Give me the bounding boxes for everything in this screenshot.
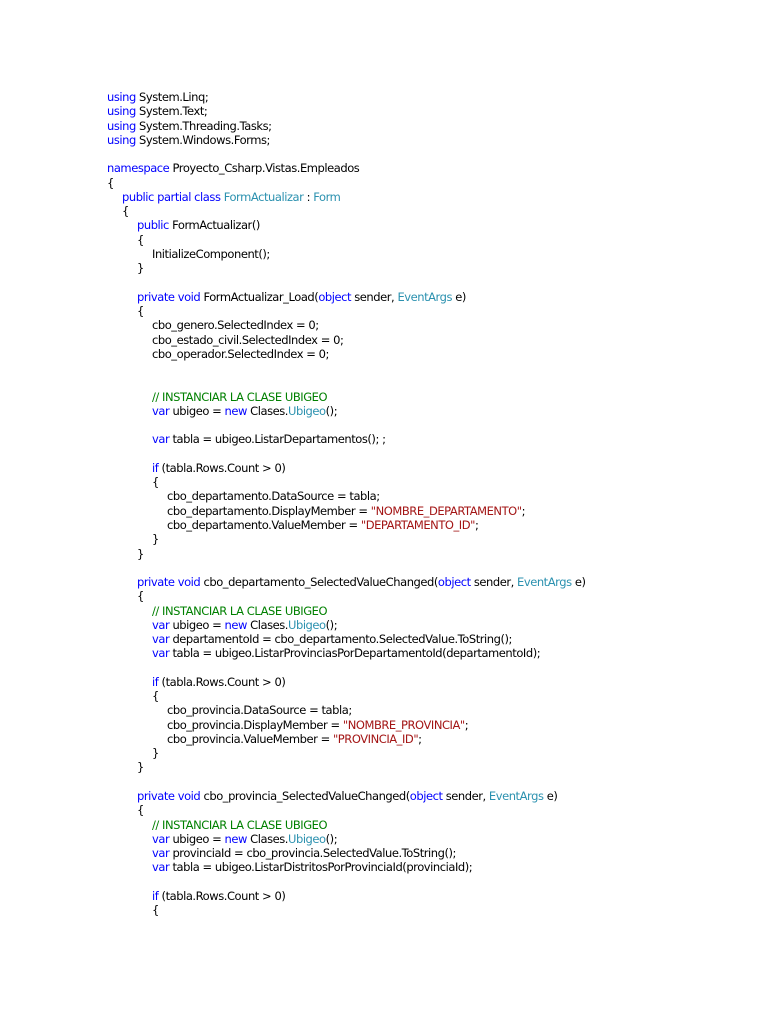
- code-line: [107, 133, 586, 147]
- code-line: [107, 333, 586, 347]
- code-line: [107, 104, 586, 118]
- code-type: Ubigeo: [288, 831, 326, 846]
- code-text: Clases.: [246, 831, 288, 846]
- code-type: EventArgs: [488, 789, 544, 804]
- code-line: [107, 903, 586, 917]
- code-keyword: if: [152, 460, 159, 475]
- code-line: [107, 375, 586, 389]
- code-type: FormActualizar: [223, 189, 304, 204]
- code-text: {: [137, 303, 144, 318]
- code-type: EventArgs: [517, 575, 572, 590]
- code-text: {: [137, 589, 144, 604]
- code-text: ;: [418, 731, 422, 746]
- code-line: [107, 632, 586, 646]
- code-text: InitializeComponent();: [152, 246, 270, 261]
- code-line: [107, 618, 586, 632]
- code-line: [107, 518, 586, 532]
- code-text: e): [571, 575, 586, 590]
- code-text: }: [137, 760, 144, 775]
- code-line: [107, 575, 586, 589]
- code-line: [107, 832, 586, 846]
- code-keyword: public partial class: [122, 189, 221, 204]
- code-line: [107, 604, 586, 618]
- code-text: cbo_provincia_SelectedValueChanged(: [200, 789, 410, 804]
- code-line: [107, 875, 586, 889]
- code-line: [107, 661, 586, 675]
- code-line: [107, 275, 586, 289]
- code-line: [107, 447, 586, 461]
- code-text: tabla = ubigeo.ListarDepartamentos(); ;: [169, 432, 386, 447]
- code-line: [107, 461, 586, 475]
- code-text: departamentoId = cbo_departamento.SelectedValue.ToString();: [169, 632, 512, 647]
- code-line: [107, 432, 586, 446]
- code-text: {: [152, 475, 159, 490]
- code-line: [107, 261, 586, 275]
- code-comment: // INSTANCIAR LA CLASE UBIGEO: [152, 389, 328, 404]
- code-text: ubigeo =: [169, 617, 225, 632]
- code-text: System.Threading.Tasks;: [135, 118, 272, 133]
- code-keyword: object: [318, 289, 352, 304]
- code-text: :: [303, 189, 314, 204]
- code-text: }: [137, 261, 144, 276]
- code-keyword: using: [107, 104, 136, 119]
- code-block: [107, 90, 586, 917]
- code-text: }: [137, 546, 144, 561]
- code-line: [107, 703, 586, 717]
- code-line: [107, 746, 586, 760]
- code-line: [107, 147, 586, 161]
- code-line: [107, 233, 586, 247]
- code-line: [107, 846, 586, 860]
- code-text: {: [137, 232, 144, 247]
- code-text: ;: [464, 717, 469, 732]
- code-line: [107, 860, 586, 874]
- code-line: [107, 689, 586, 703]
- code-text: cbo_departamento.DisplayMember =: [167, 503, 371, 518]
- code-keyword: using: [107, 118, 136, 133]
- code-text: System.Linq;: [135, 90, 209, 104]
- code-text: cbo_departamento_SelectedValueChanged(: [200, 575, 438, 590]
- code-text: cbo_departamento.DataSource = tabla;: [167, 489, 380, 504]
- code-line: [107, 161, 586, 175]
- code-text: e): [543, 789, 558, 804]
- code-keyword: private void: [137, 289, 201, 304]
- code-text: {: [137, 803, 144, 818]
- code-type: EventArgs: [397, 289, 453, 304]
- code-text: {: [152, 689, 159, 704]
- code-text: cbo_provincia.DisplayMember =: [167, 717, 343, 732]
- code-keyword: var: [152, 646, 170, 661]
- code-line: [107, 675, 586, 689]
- code-line: [107, 176, 586, 190]
- code-line: [107, 475, 586, 489]
- code-line: [107, 347, 586, 361]
- code-text: sender,: [442, 789, 489, 804]
- code-keyword: object: [437, 575, 471, 590]
- code-line: [107, 589, 586, 603]
- code-line: [107, 489, 586, 503]
- code-line: [107, 803, 586, 817]
- code-line: [107, 760, 586, 774]
- code-text: cbo_operador.SelectedIndex = 0;: [152, 346, 329, 361]
- code-line: [107, 547, 586, 561]
- code-text: provinciaId = cbo_provincia.SelectedValue.ToString();: [169, 846, 456, 861]
- code-text: ();: [325, 617, 338, 632]
- code-text: Proyecto_Csharp.Vistas.Empleados: [169, 161, 360, 176]
- code-line: [107, 775, 586, 789]
- code-line: [107, 789, 586, 803]
- code-string: "DEPARTAMENTO_ID": [360, 517, 475, 532]
- code-text: (tabla.Rows.Count > 0): [158, 888, 286, 903]
- code-line: [107, 818, 586, 832]
- code-keyword: var: [152, 617, 170, 632]
- code-text: ubigeo =: [169, 831, 225, 846]
- code-text: (tabla.Rows.Count > 0): [158, 674, 286, 689]
- code-line: [107, 418, 586, 432]
- code-line: [107, 646, 586, 660]
- code-keyword: if: [152, 674, 159, 689]
- code-text: ();: [325, 831, 338, 846]
- code-type: Ubigeo: [288, 617, 326, 632]
- code-text: Clases.: [246, 617, 288, 632]
- code-keyword: var: [152, 432, 170, 447]
- code-keyword: var: [152, 860, 170, 875]
- code-line: [107, 732, 586, 746]
- code-text: sender,: [470, 575, 518, 590]
- code-text: ;: [475, 517, 479, 532]
- code-line: [107, 504, 586, 518]
- code-keyword: var: [152, 403, 170, 418]
- code-line: [107, 304, 586, 318]
- code-line: [107, 218, 586, 232]
- code-string: "NOMBRE_DEPARTAMENTO": [370, 503, 522, 518]
- code-string: "NOMBRE_PROVINCIA": [342, 717, 465, 732]
- code-text: {: [122, 204, 129, 219]
- code-keyword: var: [152, 632, 170, 647]
- code-text: cbo_estado_civil.SelectedIndex = 0;: [152, 332, 344, 347]
- code-text: }: [152, 532, 159, 547]
- code-text: tabla = ubigeo.ListarProvinciasPorDepartamentoId(departamentoId);: [169, 646, 541, 661]
- code-keyword: new: [224, 831, 247, 846]
- code-keyword: new: [224, 617, 247, 632]
- code-line: [107, 718, 586, 732]
- code-text: ();: [325, 403, 338, 418]
- code-text: ;: [521, 503, 526, 518]
- code-string: "PROVINCIA_ID": [332, 731, 419, 746]
- code-keyword: var: [152, 831, 170, 846]
- code-text: System.Text;: [135, 104, 208, 119]
- code-line: [107, 532, 586, 546]
- code-line: [107, 390, 586, 404]
- code-text: {: [107, 175, 114, 190]
- code-keyword: using: [107, 90, 136, 104]
- code-line: [107, 290, 586, 304]
- code-text: ubigeo =: [169, 403, 225, 418]
- code-text: sender,: [351, 289, 398, 304]
- code-line: [107, 204, 586, 218]
- code-comment: // INSTANCIAR LA CLASE UBIGEO: [152, 603, 328, 618]
- code-text: FormActualizar(): [168, 218, 260, 233]
- code-type: Ubigeo: [288, 403, 326, 418]
- code-keyword: new: [224, 403, 247, 418]
- code-text: tabla = ubigeo.ListarDistritosPorProvinciaId(provinciaId);: [169, 860, 473, 875]
- code-text: e): [452, 289, 466, 304]
- code-line: [107, 90, 586, 104]
- code-keyword: if: [152, 888, 159, 903]
- code-text: System.Windows.Forms;: [135, 132, 270, 147]
- code-text: cbo_departamento.ValueMember =: [167, 517, 361, 532]
- code-keyword: private void: [137, 789, 201, 804]
- code-keyword: using: [107, 132, 136, 147]
- code-keyword: object: [409, 789, 443, 804]
- code-text: FormActualizar_Load(: [200, 289, 319, 304]
- code-type: Form: [313, 189, 341, 204]
- code-line: [107, 318, 586, 332]
- code-keyword: var: [152, 846, 170, 861]
- code-text: cbo_genero.SelectedIndex = 0;: [152, 318, 319, 333]
- code-text: (tabla.Rows.Count > 0): [158, 460, 286, 475]
- code-line: [107, 361, 586, 375]
- code-line: [107, 247, 586, 261]
- code-line: [107, 404, 586, 418]
- code-keyword: namespace: [107, 161, 170, 176]
- code-text: cbo_provincia.DataSource = tabla;: [167, 703, 352, 718]
- code-line: [107, 119, 586, 133]
- code-text: Clases.: [246, 403, 288, 418]
- code-line: [107, 561, 586, 575]
- code-keyword: private void: [137, 575, 201, 590]
- code-keyword: public: [137, 218, 169, 233]
- code-text: cbo_provincia.ValueMember =: [167, 731, 333, 746]
- code-line: [107, 889, 586, 903]
- code-text: {: [152, 903, 159, 918]
- code-line: [107, 190, 586, 204]
- code-comment: // INSTANCIAR LA CLASE UBIGEO: [152, 817, 328, 832]
- code-text: }: [152, 746, 159, 761]
